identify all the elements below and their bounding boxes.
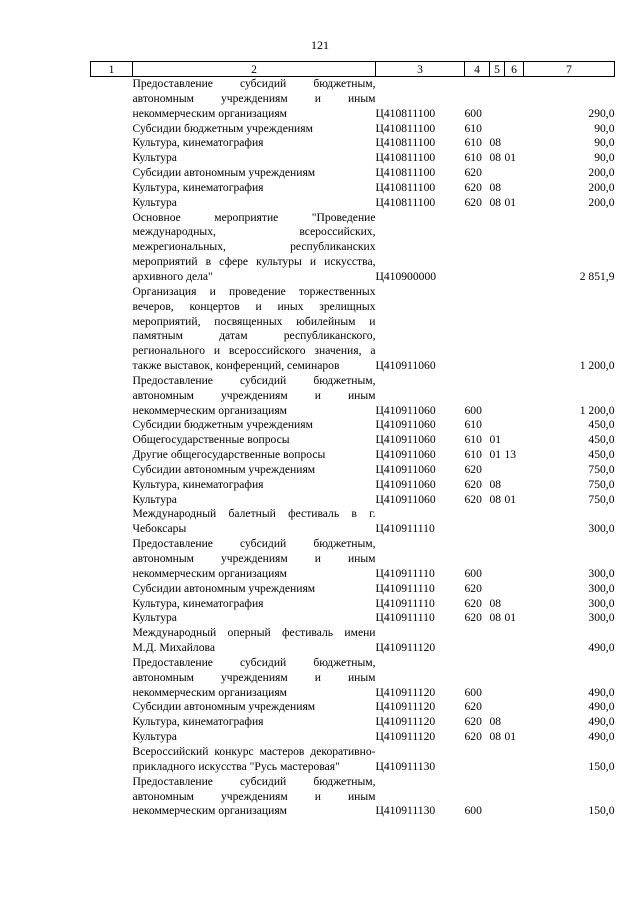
- row-subsection-cell: [505, 597, 524, 612]
- table-row: [91, 463, 615, 478]
- row-subsection-cell: [505, 775, 524, 820]
- row-expense-type-cell: 610: [464, 418, 482, 432]
- row-spacer-cell: [91, 715, 133, 730]
- row-target-code-cell: Ц410811100: [375, 180, 436, 194]
- row-spacer-cell: [91, 196, 133, 211]
- row-target-code-cell: Ц410911110: [375, 581, 435, 595]
- row-expense-type-cell: 610: [464, 433, 482, 447]
- row-subsection-cell: [505, 582, 524, 597]
- row-target-code-cell: Ц410911120: [375, 700, 436, 714]
- row-spacer-cell: [91, 493, 133, 508]
- row-spacer-cell: [91, 507, 133, 537]
- row-name-cell: Предоставление субсидий бюджетным, автономным учреждениям и иным некоммерческим организациям: [132, 373, 376, 417]
- row-spacer-cell: [91, 433, 133, 448]
- row-target-code-cell: Ц410911110: [375, 566, 435, 580]
- row-target-code-cell: Ц410911120: [375, 715, 436, 729]
- row-subsection-cell: [505, 463, 524, 478]
- row-name-cell: Культура: [132, 195, 177, 209]
- table-header-row: [91, 62, 615, 77]
- row-spacer-cell: [91, 77, 133, 122]
- row-amount-cell: 200,0: [588, 166, 615, 180]
- row-expense-type-cell: [465, 745, 490, 775]
- row-name-cell: Организация и проведение торжественных вечеров, концертов и иных зрелищных мероприятий, посвященных юбилейным и памятным датам республиканского, регионального и всероссийского значения, а также выставок, конференций, семинаров: [132, 284, 376, 373]
- table-row: [91, 77, 615, 122]
- row-target-code-cell: Ц410911060: [375, 433, 436, 447]
- row-target-code-cell: Ц410911120: [375, 685, 436, 699]
- row-section-cell: 01: [489, 448, 502, 462]
- table-row: [91, 745, 615, 775]
- row-subsection-cell: [505, 715, 524, 730]
- row-subsection-cell: 01: [504, 195, 517, 209]
- row-spacer-cell: [91, 478, 133, 493]
- row-section-cell: 08: [489, 195, 502, 209]
- row-subsection-cell: [505, 136, 524, 151]
- row-expense-type-cell: 620: [464, 195, 482, 209]
- table-row: [91, 626, 615, 656]
- row-amount-cell: 450,0: [588, 433, 615, 447]
- row-amount-cell: 490,0: [588, 715, 615, 729]
- row-target-code-cell: Ц410911060: [375, 462, 436, 476]
- row-amount-cell: 90,0: [594, 151, 615, 165]
- row-section-cell: [490, 537, 505, 582]
- row-target-code-cell: Ц410811100: [375, 136, 436, 150]
- table-row: [91, 136, 615, 151]
- row-expense-type-cell: [465, 285, 490, 374]
- row-name-cell: Культура, кинематография: [132, 136, 264, 150]
- row-spacer-cell: [91, 418, 133, 433]
- row-amount-cell: 490,0: [588, 730, 615, 744]
- row-amount-cell: 300,0: [588, 522, 615, 536]
- row-expense-type-cell: 610: [464, 151, 482, 165]
- row-name-cell: Культура: [132, 151, 177, 165]
- row-section-cell: [490, 745, 505, 775]
- row-expense-type-cell: 620: [464, 730, 482, 744]
- row-section-cell: [490, 166, 505, 181]
- row-name-cell: Культура: [132, 730, 177, 744]
- table-row: [91, 285, 615, 374]
- table-body: [91, 77, 615, 820]
- row-expense-type-cell: 620: [464, 581, 482, 595]
- table-row: [91, 181, 615, 196]
- row-spacer-cell: [91, 151, 133, 166]
- row-section-cell: [490, 700, 505, 715]
- row-name-cell: Другие общегосударственные вопросы: [132, 448, 326, 462]
- row-name-cell: Предоставление субсидий бюджетным, автономным учреждениям и иным некоммерческим организациям: [132, 537, 376, 580]
- row-subsection-cell: 01: [504, 730, 517, 744]
- row-amount-cell: 750,0: [588, 477, 615, 491]
- row-amount-cell: 200,0: [588, 180, 615, 194]
- row-subsection-cell: [505, 211, 524, 285]
- row-amount-cell: 290,0: [588, 106, 615, 120]
- row-amount-cell: 490,0: [588, 641, 615, 655]
- row-spacer-cell: [91, 211, 133, 285]
- row-section-cell: 08: [489, 611, 502, 625]
- row-spacer-cell: [91, 775, 133, 820]
- row-name-cell: Культура, кинематография: [132, 477, 264, 491]
- row-name-cell: Субсидии бюджетным учреждениям: [132, 121, 313, 135]
- row-spacer-cell: [91, 136, 133, 151]
- row-expense-type-cell: 610: [464, 448, 482, 462]
- row-target-code-cell: Ц410811100: [375, 106, 436, 120]
- row-section-cell: 08: [489, 715, 502, 729]
- column-header: 7: [524, 62, 615, 77]
- row-name-cell: Предоставление субсидий бюджетным, автономным учреждениям и иным некоммерческим организациям: [132, 774, 376, 818]
- row-name-cell: Предоставление субсидий бюджетным, автономным учреждениям и иным некоммерческим организациям: [132, 77, 376, 120]
- row-spacer-cell: [91, 374, 133, 419]
- column-header: 6: [505, 62, 524, 77]
- row-subsection-cell: [505, 507, 524, 537]
- row-section-cell: 08: [489, 596, 502, 610]
- row-expense-type-cell: 620: [464, 611, 482, 625]
- row-spacer-cell: [91, 700, 133, 715]
- row-target-code-cell: Ц410911110: [375, 596, 435, 610]
- table-row: [91, 166, 615, 181]
- row-name-cell: Основное мероприятие "Проведение международных, всероссийских, межрегиональных, республиканских мероприятий в сфере культуры и искусства, архивного дела": [132, 210, 376, 283]
- row-spacer-cell: [91, 582, 133, 597]
- table-row: [91, 448, 615, 463]
- row-expense-type-cell: 620: [464, 492, 482, 506]
- row-spacer-cell: [91, 537, 133, 582]
- row-expense-type-cell: 610: [464, 121, 482, 135]
- row-subsection-cell: [505, 537, 524, 582]
- row-expense-type-cell: 620: [464, 462, 482, 476]
- row-subsection-cell: [505, 433, 524, 448]
- row-target-code-cell: Ц410811100: [375, 151, 436, 165]
- budget-table: [90, 61, 615, 819]
- row-amount-cell: 750,0: [588, 462, 615, 476]
- row-section-cell: 08: [489, 151, 502, 165]
- row-name-cell: Субсидии автономным учреждениям: [132, 581, 316, 595]
- row-expense-type-cell: 600: [464, 804, 482, 818]
- row-name-cell: Предоставление субсидий бюджетным, автономным учреждениям и иным некоммерческим организациям: [132, 655, 376, 699]
- row-section-cell: [490, 77, 505, 122]
- row-section-cell: [490, 285, 505, 374]
- row-name-cell: Субсидии бюджетным учреждениям: [132, 418, 313, 432]
- row-target-code-cell: Ц410811100: [375, 166, 436, 180]
- row-target-code-cell: Ц410911120: [375, 641, 436, 655]
- table-row: [91, 700, 615, 715]
- row-target-code-cell: Ц410911130: [375, 759, 436, 773]
- row-section-cell: 08: [489, 492, 502, 506]
- table-row: [91, 597, 615, 612]
- row-subsection-cell: 01: [504, 492, 517, 506]
- row-spacer-cell: [91, 626, 133, 656]
- row-amount-cell: 1 200,0: [579, 359, 615, 373]
- row-amount-cell: 300,0: [588, 566, 615, 580]
- row-target-code-cell: Ц410911060: [375, 477, 436, 491]
- row-expense-type-cell: [465, 626, 490, 656]
- row-section-cell: 08: [489, 477, 502, 491]
- row-target-code-cell: Ц410911060: [375, 448, 436, 462]
- table-row: [91, 478, 615, 493]
- row-subsection-cell: [505, 656, 524, 701]
- row-name-cell: Субсидии автономным учреждениям: [132, 462, 316, 476]
- row-name-cell: Культура: [132, 611, 177, 625]
- column-header: 2: [133, 62, 376, 77]
- row-section-cell: [490, 656, 505, 701]
- table-row: [91, 611, 615, 626]
- row-amount-cell: 750,0: [588, 492, 615, 506]
- row-section-cell: [490, 507, 505, 537]
- row-spacer-cell: [91, 730, 133, 745]
- row-section-cell: [490, 582, 505, 597]
- row-target-code-cell: Ц410911110: [375, 611, 435, 625]
- table-row: [91, 715, 615, 730]
- row-amount-cell: 450,0: [588, 448, 615, 462]
- row-target-code-cell: Ц410911110: [375, 522, 435, 536]
- row-target-code-cell: Ц410811100: [375, 195, 436, 209]
- row-spacer-cell: [91, 181, 133, 196]
- row-subsection-cell: [505, 626, 524, 656]
- table-row: [91, 730, 615, 745]
- row-spacer-cell: [91, 448, 133, 463]
- row-subsection-cell: [505, 374, 524, 419]
- row-amount-cell: 1 200,0: [579, 403, 615, 417]
- row-expense-type-cell: 610: [464, 136, 482, 150]
- row-amount-cell: 150,0: [588, 804, 615, 818]
- row-subsection-cell: [505, 478, 524, 493]
- row-expense-type-cell: 600: [464, 685, 482, 699]
- row-subsection-cell: [505, 122, 524, 137]
- row-subsection-cell: [505, 77, 524, 122]
- row-target-code-cell: Ц410811100: [375, 121, 436, 135]
- row-expense-type-cell: 600: [464, 106, 482, 120]
- table-row: [91, 151, 615, 166]
- table-row: [91, 775, 615, 820]
- row-subsection-cell: [505, 700, 524, 715]
- table-row: [91, 122, 615, 137]
- row-expense-type-cell: [465, 211, 490, 285]
- row-amount-cell: 300,0: [588, 596, 615, 610]
- row-section-cell: [490, 463, 505, 478]
- table-row: [91, 418, 615, 433]
- page-number: 121: [311, 38, 329, 52]
- row-amount-cell: 490,0: [588, 700, 615, 714]
- row-subsection-cell: [505, 181, 524, 196]
- row-target-code-cell: Ц410911060: [375, 403, 436, 417]
- row-target-code-cell: Ц410911060: [375, 359, 436, 373]
- table-row: [91, 656, 615, 701]
- row-subsection-cell: 13: [504, 448, 517, 462]
- row-amount-cell: 300,0: [588, 611, 615, 625]
- row-target-code-cell: Ц410911060: [375, 492, 436, 506]
- column-header: 4: [465, 62, 490, 77]
- row-spacer-cell: [91, 463, 133, 478]
- row-spacer-cell: [91, 597, 133, 612]
- row-expense-type-cell: 620: [464, 166, 482, 180]
- table-row: [91, 196, 615, 211]
- row-spacer-cell: [91, 285, 133, 374]
- row-expense-type-cell: 600: [464, 403, 482, 417]
- row-name-cell: Культура, кинематография: [132, 180, 264, 194]
- row-section-cell: 01: [489, 433, 502, 447]
- row-target-code-cell: Ц410911130: [375, 804, 436, 818]
- row-section-cell: [490, 775, 505, 820]
- column-header: 5: [490, 62, 505, 77]
- row-subsection-cell: 01: [504, 611, 517, 625]
- row-name-cell: Культура, кинематография: [132, 596, 264, 610]
- row-amount-cell: 2 851,9: [579, 269, 615, 283]
- row-name-cell: Всероссийский конкурс мастеров декоративно-прикладного искусства "Русь мастеровая": [132, 744, 376, 773]
- row-expense-type-cell: 600: [464, 566, 482, 580]
- row-spacer-cell: [91, 745, 133, 775]
- row-spacer-cell: [91, 656, 133, 701]
- column-header: 3: [376, 62, 465, 77]
- row-section-cell: [490, 418, 505, 433]
- row-subsection-cell: 01: [504, 151, 517, 165]
- row-expense-type-cell: [465, 507, 490, 537]
- row-amount-cell: 90,0: [594, 121, 615, 135]
- row-subsection-cell: [505, 745, 524, 775]
- row-name-cell: Общегосударственные вопросы: [132, 433, 290, 447]
- row-subsection-cell: [505, 166, 524, 181]
- row-section-cell: 08: [489, 180, 502, 194]
- table-row: [91, 374, 615, 419]
- row-section-cell: 08: [489, 136, 502, 150]
- table-row: [91, 433, 615, 448]
- row-name-cell: Международный балетный фестиваль в г. Чебоксары: [132, 507, 376, 536]
- table-row: [91, 211, 615, 285]
- row-section-cell: 08: [489, 730, 502, 744]
- row-section-cell: [490, 374, 505, 419]
- row-target-code-cell: Ц410911120: [375, 730, 436, 744]
- table-row: [91, 582, 615, 597]
- row-name-cell: Культура, кинематография: [132, 715, 264, 729]
- row-section-cell: [490, 211, 505, 285]
- row-subsection-cell: [505, 418, 524, 433]
- table-row: [91, 507, 615, 537]
- row-amount-cell: 450,0: [588, 418, 615, 432]
- row-spacer-cell: [91, 122, 133, 137]
- row-amount-cell: 300,0: [588, 581, 615, 595]
- row-name-cell: Культура: [132, 492, 177, 506]
- row-amount-cell: 200,0: [588, 195, 615, 209]
- row-target-code-cell: Ц410900000: [375, 269, 437, 283]
- table-row: [91, 493, 615, 508]
- row-amount-cell: 150,0: [588, 759, 615, 773]
- row-amount-cell: 90,0: [594, 136, 615, 150]
- column-header: 1: [91, 62, 133, 77]
- row-spacer-cell: [91, 611, 133, 626]
- row-amount-cell: 490,0: [588, 685, 615, 699]
- table-row: [91, 537, 615, 582]
- row-spacer-cell: [91, 166, 133, 181]
- row-name-cell: Субсидии автономным учреждениям: [132, 700, 316, 714]
- row-name-cell: Субсидии автономным учреждениям: [132, 166, 316, 180]
- row-subsection-cell: [505, 285, 524, 374]
- row-expense-type-cell: 620: [464, 477, 482, 491]
- row-name-cell: Международный оперный фестиваль имени М.Д. Михайлова: [132, 626, 376, 655]
- row-section-cell: [490, 626, 505, 656]
- row-section-cell: [490, 122, 505, 137]
- row-expense-type-cell: 620: [464, 596, 482, 610]
- row-target-code-cell: Ц410911060: [375, 418, 436, 432]
- row-expense-type-cell: 620: [464, 180, 482, 194]
- row-expense-type-cell: 620: [464, 700, 482, 714]
- row-expense-type-cell: 620: [464, 715, 482, 729]
